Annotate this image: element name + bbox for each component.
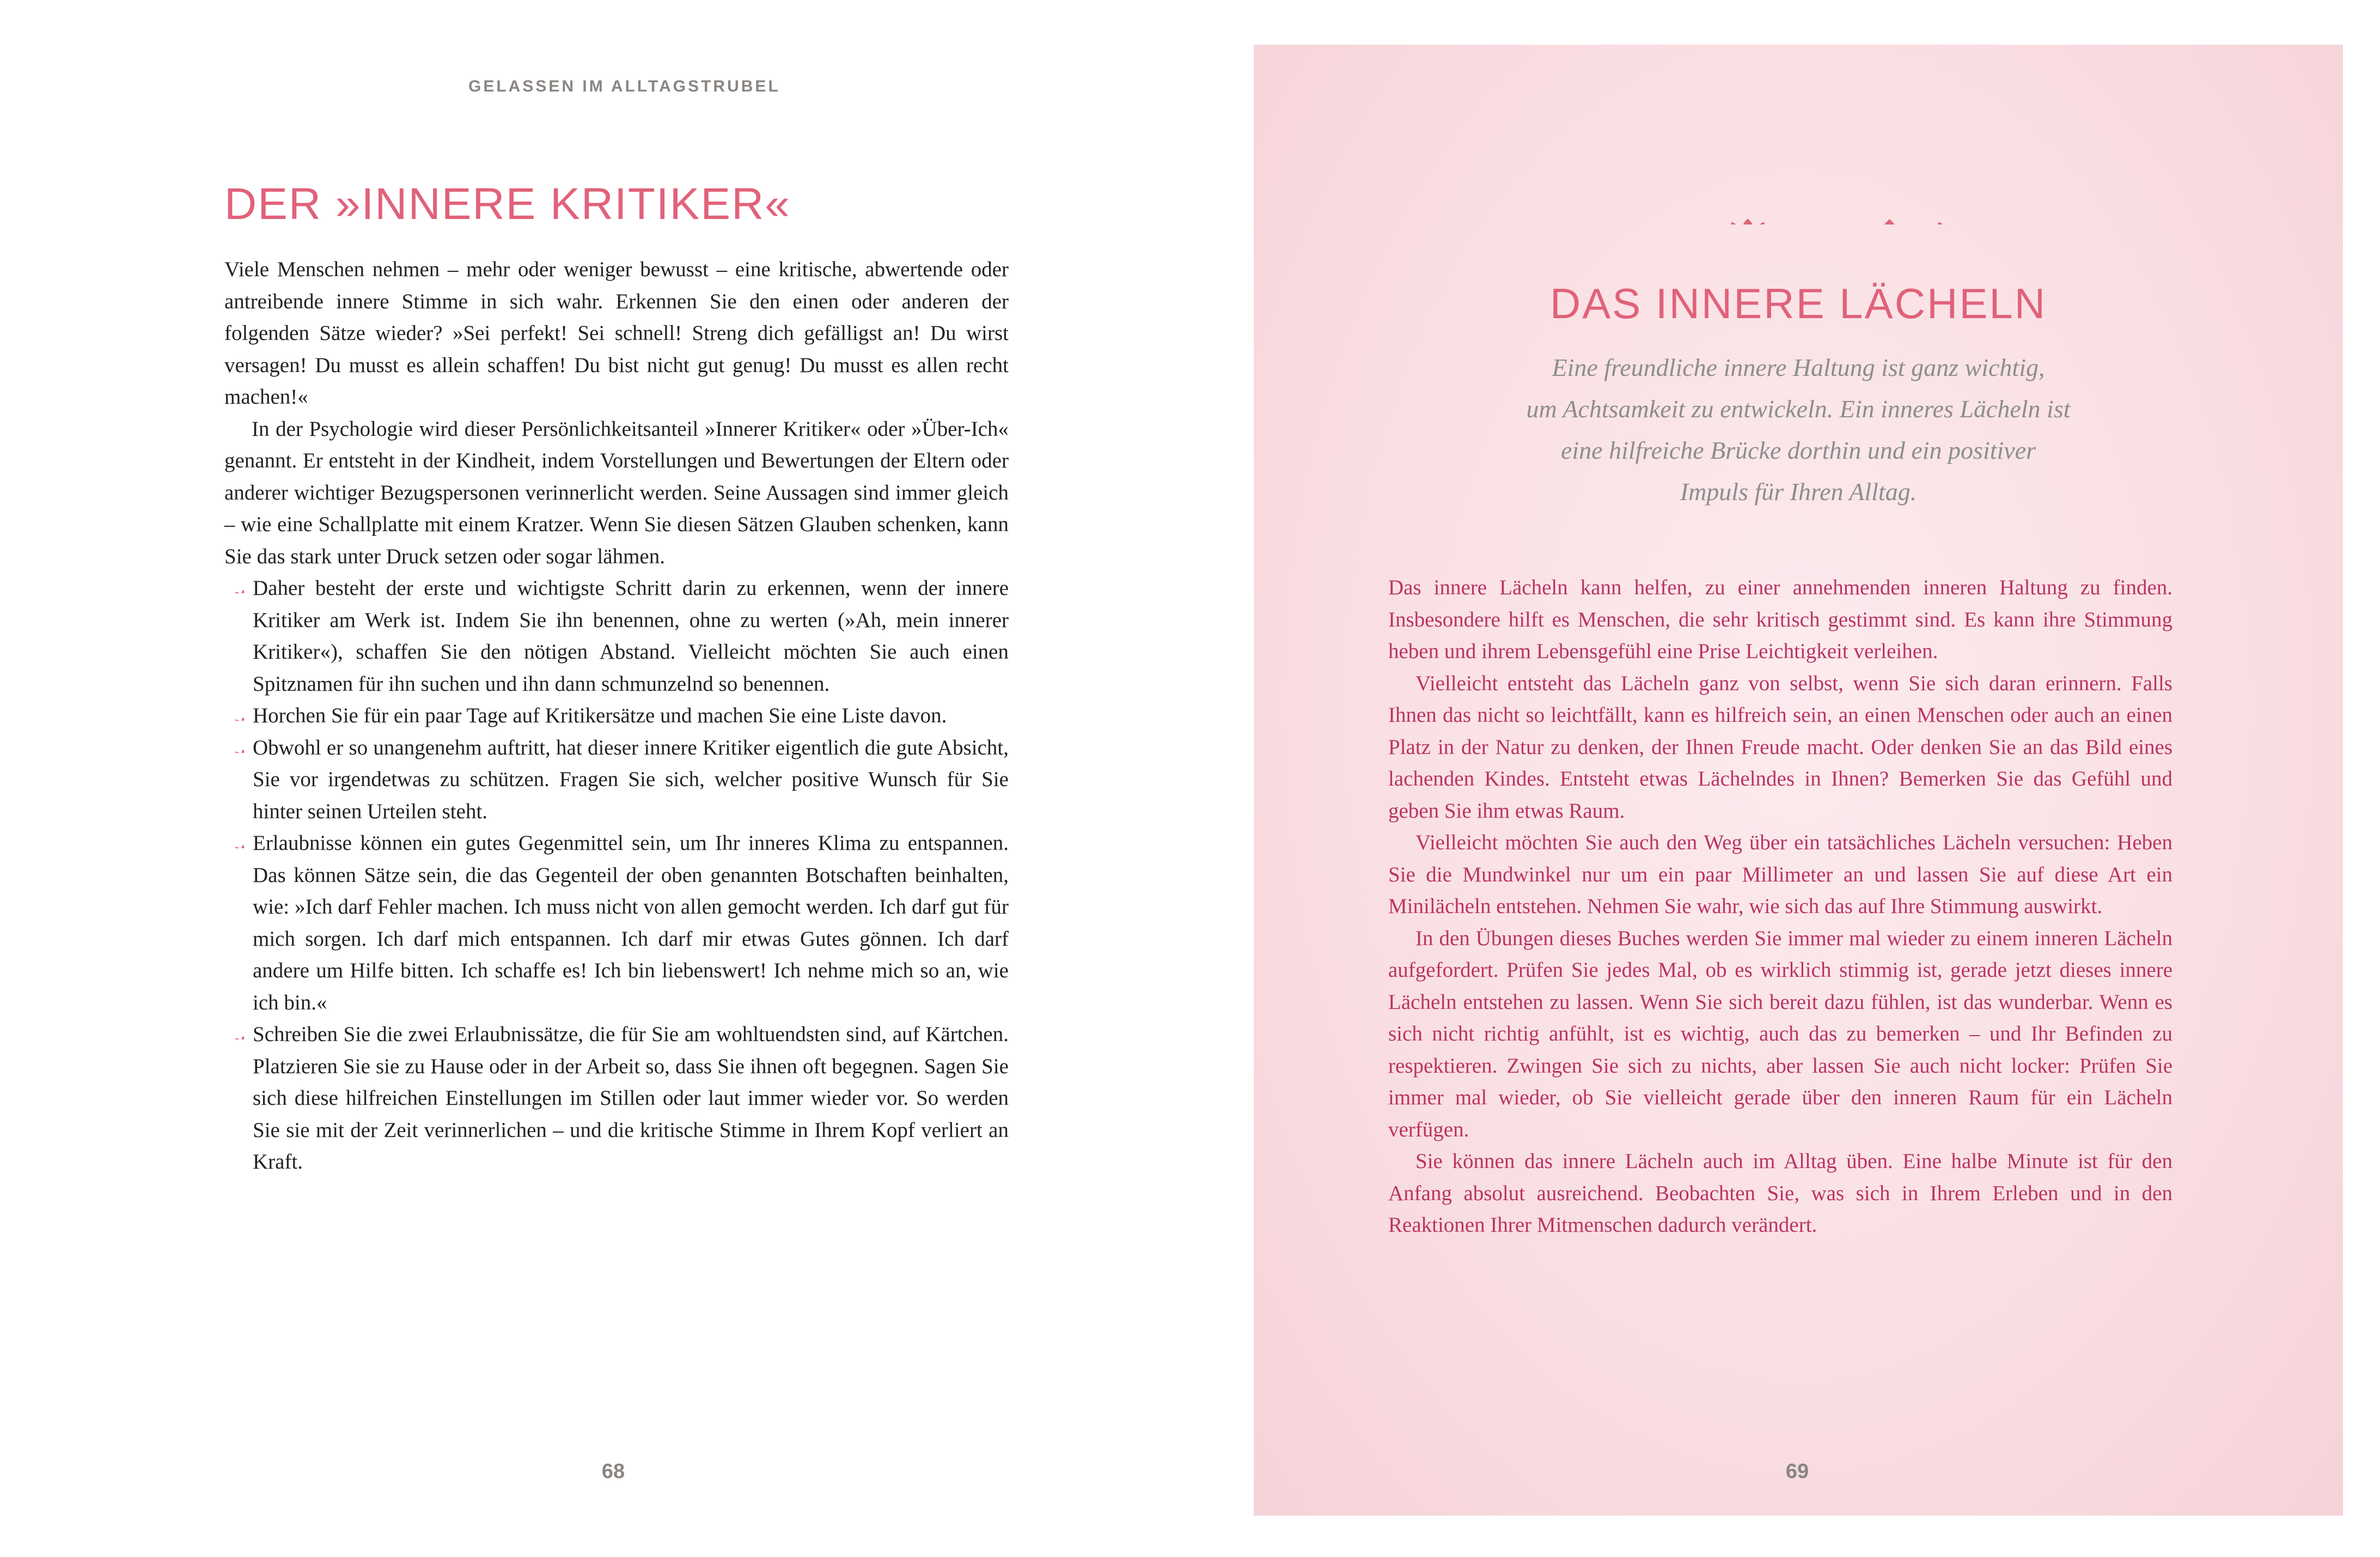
lotus-icon bbox=[1726, 218, 1769, 224]
paragraph: Sie können das innere Lächeln auch im Alltag üben. Eine halbe Minute ist für den Anfang absolut ausreichend. Beobachten Sie, was sich in Ihrem Erleben und in den Reaktionen Ihrer Mitmenschen dadurch verändert. bbox=[1388, 1149, 2172, 1237]
right-body-text bbox=[1388, 572, 2172, 1242]
section-title: DER »INNERE KRITIKER« bbox=[224, 179, 791, 229]
bullet-list bbox=[224, 573, 1009, 1178]
list-item: Erlaubnisse können ein gutes Gegenmittel sein, um Ihr inneres Klima zu entspannen. Das können Sätze sein, die das Gegenteil der oben genannten Botschaften beinhalten, wie: »Ich darf Fehler machen. Ich muss nicht von allen gemocht werden. Ich darf gut für mich sorgen. Ich darf mich entspannen. Ich darf mir etwas Gutes gönnen. Ich darf andere um Hilfe bitten. Ich schaffe es! Ich bin liebenswert! Ich nehme mich so an, wie ich bin.« bbox=[224, 828, 1009, 1019]
paragraph: Viele Menschen nehmen – mehr oder weniger bewusst – eine kritische, abwertende oder antreibende innere Stimme in sich wahr. Erkennen Sie den einen oder anderen der folgenden Sätze wieder? »Sei perfekt! Sei schnell! Streng dich gefälligst an! Du wirst versagen! Du musst es allein schaffen! Du bist nicht gut genug! Du musst es allen recht machen!« bbox=[224, 258, 1009, 409]
list-item: Horchen Sie für ein paar Tage auf Kritikersätze und machen Sie eine Liste davon. bbox=[224, 700, 1009, 732]
lotus-bullet-icon bbox=[224, 834, 244, 848]
page-number-right: 69 bbox=[1785, 1460, 1809, 1483]
list-item: Obwohl er so unangenehm auftritt, hat dieser innere Kritiker eigentlich die gute Absicht, Sie vor irgendetwas zu schützen. Fragen Sie sich, welcher positive Wunsch für Sie hinter seinen Urteilen steht. bbox=[224, 732, 1009, 828]
lotus-bullet-icon bbox=[224, 1025, 244, 1039]
paragraph: In der Psychologie wird dieser Persönlichkeitsanteil »Innerer Kritiker« oder »Über-Ich« genannt. Er entsteht in der Kindheit, indem Vorstellungen und Bewertungen der Eltern oder anderer wichtiger Bezugspersonen verinnerlicht werden. Seine Aussagen sind immer gleich – wie eine Schallplatte mit einem Kratzer. Wenn Sie diesen Sätzen Glauben schenken, kann Sie das stark unter Druck setzen oder sogar lähmen. bbox=[224, 417, 1009, 568]
page-number-left: 68 bbox=[601, 1460, 625, 1483]
running-head: GELASSEN IM ALLTAGSTRUBEL bbox=[468, 77, 780, 95]
lotus-bullet-icon bbox=[224, 579, 244, 593]
left-body-text bbox=[224, 254, 1009, 1178]
list-item: Daher besteht der erste und wichtigste Schritt darin zu erkennen, wenn der innere Kritiker am Werk ist. Indem Sie ihn benennen, ohne zu werten (»Ah, mein innerer Kritiker«), schaffen Sie den nötigen Abstand. Vielleicht möchten Sie auch einen Spitznamen für ihn suchen und ihn dann schmunzelnd so benennen. bbox=[224, 573, 1009, 700]
lotus-ornament bbox=[1651, 154, 1945, 224]
paragraph: Vielleicht möchten Sie auch den Weg über ein tatsächliches Lächeln versuchen: Heben Sie die Mundwinkel nur um ein paar Millimeter an und lassen Sie auf diese Art ein Minilächeln entstehen. Nehmen Sie wahr, wie sich das auf Ihre Stimmung auswirkt. bbox=[1388, 831, 2172, 918]
lotus-bullet-icon bbox=[224, 707, 244, 721]
paragraph: In den Übungen dieses Buches werden Sie immer mal wieder zu einem inneren Lächeln aufgefordert. Prüfen Sie jedes Mal, ob es wirklich stimmig ist, gerade jetzt dieses innere Lächeln entstehen zu lassen. Wenn Sie sich bereit dazu fühlen, ist das wunderbar. Wenn es sich nicht richtig anfühlt, ist es wichtig, auch das zu bemerken – und Ihr Befinden zu respektieren. Zwingen Sie sich zu nichts, aber lassen Sie auch nicht locker: Prüfen Sie immer mal wieder, ob Sie vielleicht gerade über den inneren Raum für ein Lächeln verfügen. bbox=[1388, 926, 2172, 1141]
paragraph: Vielleicht entsteht das Lächeln ganz von selbst, wenn Sie sich daran erinnern. Falls Ihnen das nicht so leichtfällt, kann es hilfreich sein, an einen Menschen oder auch an einen Platz in der Natur zu denken, der Ihnen Freude macht. Oder denken Sie an das Bild eines lachenden Kindes. Entsteht etwas Lächelndes in Ihnen? Bemerken Sie das Gefühl und geben Sie ihm etwas Raum. bbox=[1388, 671, 2172, 823]
lotus-bullet-icon bbox=[224, 739, 244, 753]
intro-text: Eine freundliche innere Haltung ist ganz wichtig, um Achtsamkeit zu entwickeln. Ein inneres Lächeln ist eine hilfreiche Brücke dorthin und ein positiver Impuls für Ihren Alltag. bbox=[1526, 354, 2071, 506]
lotus-icon bbox=[1933, 218, 1945, 224]
list-item: Schreiben Sie die zwei Erlaubnissätze, die für Sie am wohltuendsten sind, auf Kärtchen. Platzieren Sie sie zu Hause oder in der Arbeit so, dass Sie ihnen oft begegnen. Sagen Sie sich diese hilfreichen Einstellungen im Stillen oder laut immer wieder vor. So werden Sie sie mit der Zeit verinnerlichen – und die kritische Stimme in Ihrem Kopf verliert an Kraft. bbox=[224, 1019, 1009, 1178]
lotus-icon bbox=[1852, 219, 1926, 224]
right-page-panel bbox=[1254, 45, 2343, 1516]
paragraph: Das innere Lächeln kann helfen, zu einer annehmenden inneren Haltung zu finden. Insbesondere hilft es Menschen, die sehr kritisch gestimmt sind. Es kann ihre Stimmung heben und ihrem Lebensgefühl eine Prise Leichtigkeit verleihen. bbox=[1388, 576, 2172, 663]
box-title: DAS INNERE LÄCHELN bbox=[1549, 279, 2047, 327]
